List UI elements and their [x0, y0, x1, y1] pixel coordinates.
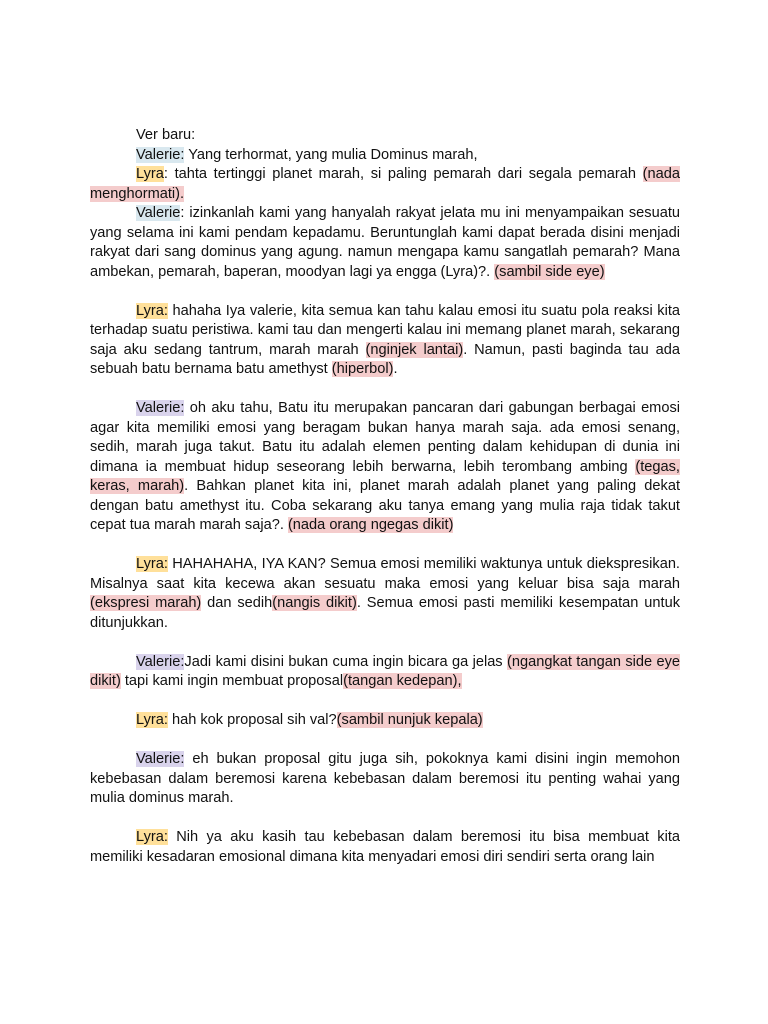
speaker-lyra: Lyra:	[136, 556, 168, 572]
dialogue-text: eh bukan proposal gitu juga sih, pokoknya kami disini ingin memohon kebebasan dalam beremosi karena kebebasan dalam beremosi itu penting wahai yang mulia dominus marah.	[90, 751, 680, 806]
line-valerie-4	[90, 653, 680, 692]
paragraph-spacer	[90, 380, 680, 400]
speaker-lyra: Lyra	[136, 166, 164, 182]
dialogue-text: : tahta tertinggi planet marah, si paling pemarah dari segala pemarah	[163, 166, 643, 182]
paragraph-spacer	[90, 809, 680, 829]
stage-note: (tangan kedepan),	[343, 673, 462, 689]
dialogue-text: dan sedih	[201, 595, 273, 611]
paragraph-spacer	[90, 731, 680, 751]
dialogue-text: .	[393, 361, 398, 377]
stage-note: (nada orang ngegas dikit)	[287, 517, 454, 533]
stage-note: (ekspresi marah)	[90, 595, 202, 611]
stage-note: (sambil nunjuk kepala)	[336, 712, 483, 728]
dialogue-text: . Bahkan planet kita ini, planet marah adalah planet yang paling dekat dengan batu amethyst itu. Coba sekarang aku tanya emang yang mulia raja tidak takut cepat tua marah marah saja?.	[90, 478, 680, 533]
speaker-valerie: Valerie:	[136, 146, 185, 163]
stage-note: (hiperbol)	[331, 361, 394, 377]
dialogue-text: oh aku tahu, Batu itu merupakan pancaran dari gabungan berbagai emosi agar kita memiliki emosi yang beragam bukan hanya marah saja. ada emosi senang, sedih, marah juga takut. Batu itu adalah elemen penting dalam kehidupan di dunia ini dimana ia membuat hidup seseorang lebih berwarna, lebih terombang ambing	[90, 400, 680, 475]
dialogue-text: Nih ya aku kasih tau kebebasan dalam beremosi itu bisa membuat kita memiliki kesadaran emosional dimana kita menyadari emosi diri sendiri serta orang lain	[90, 829, 680, 865]
heading-ver-baru: Ver baru:	[136, 127, 196, 143]
paragraph-spacer	[90, 633, 680, 653]
paragraph-spacer	[90, 692, 680, 712]
speaker-lyra: Lyra:	[136, 829, 168, 845]
line-valerie-1	[90, 146, 680, 166]
speaker-valerie: Valerie	[136, 205, 181, 221]
stage-note: (nangis dikit)	[272, 595, 357, 611]
script-text	[90, 126, 680, 867]
dialogue-text: : izinkanlah kami yang hanyalah rakyat jelata mu ini menyampaikan sesuatu yang selama ini kami pendam kepadamu. Beruntunglah kami dapat berada disini menjadi rakyat dari sang dominus yang agung. namun mengapa kamu sangatlah pemarah? Mana ambekan, pemarah, baperan, moodyan lagi ya engga (Lyra)?.	[90, 205, 680, 280]
line-lyra-3	[90, 555, 680, 633]
paragraph-spacer	[90, 282, 680, 302]
stage-note: (nada menghormati)	[90, 166, 680, 202]
dialogue-text: Jadi kami disini bukan cuma ingin bicara ga jelas	[184, 653, 507, 670]
speaker-valerie: Valerie:	[136, 751, 185, 767]
speaker-lyra: Lyra:	[136, 712, 168, 728]
dialogue-text: . Namun, pasti baginda tau ada sebuah batu bernama batu amethyst	[90, 341, 680, 377]
stage-note-tail: .	[180, 185, 185, 202]
dialogue-text: HAHAHAHA, IYA KAN? Semua emosi memiliki waktunya untuk diekspresikan. Misalnya saat kita kecewa akan sesuatu maka emosi yang keluar bisa saja marah	[90, 556, 680, 592]
dialogue-text: hahaha Iya valerie, kita semua kan tahu kalau emosi itu suatu pola reaksi kita terhadap suatu peristiwa. kami tau dan mengerti kalau ini memang planet marah, sekarang saja aku sedang tantrum, marah marah	[90, 302, 680, 358]
line-valerie-3	[90, 399, 680, 536]
dialogue-text: hah kok proposal sih val?	[167, 712, 337, 728]
speaker-lyra: Lyra:	[136, 302, 168, 319]
stage-note: (tegas, keras, marah)	[90, 458, 680, 494]
line-valerie-2	[90, 204, 680, 282]
stage-note: (nginjek lantai)	[365, 341, 464, 358]
paragraph-spacer	[90, 536, 680, 556]
line-lyra-4	[90, 711, 680, 731]
line-lyra-5	[90, 828, 680, 867]
dialogue-text: tapi kami ingin membuat proposal	[120, 673, 344, 689]
speaker-valerie: Valerie:	[136, 653, 185, 670]
stage-note: (sambil side eye)	[494, 263, 605, 280]
dialogue-text: Yang terhormat, yang mulia Dominus marah,	[184, 146, 478, 163]
line-valerie-5	[90, 750, 680, 809]
line-lyra-2	[90, 302, 680, 380]
line-lyra-1	[90, 165, 680, 204]
dialogue-text: . Semua emosi pasti memiliki kesempatan untuk ditunjukkan.	[90, 595, 680, 631]
speaker-valerie: Valerie:	[136, 400, 185, 416]
stage-note: (ngangkat tangan side eye dikit)	[90, 653, 681, 689]
